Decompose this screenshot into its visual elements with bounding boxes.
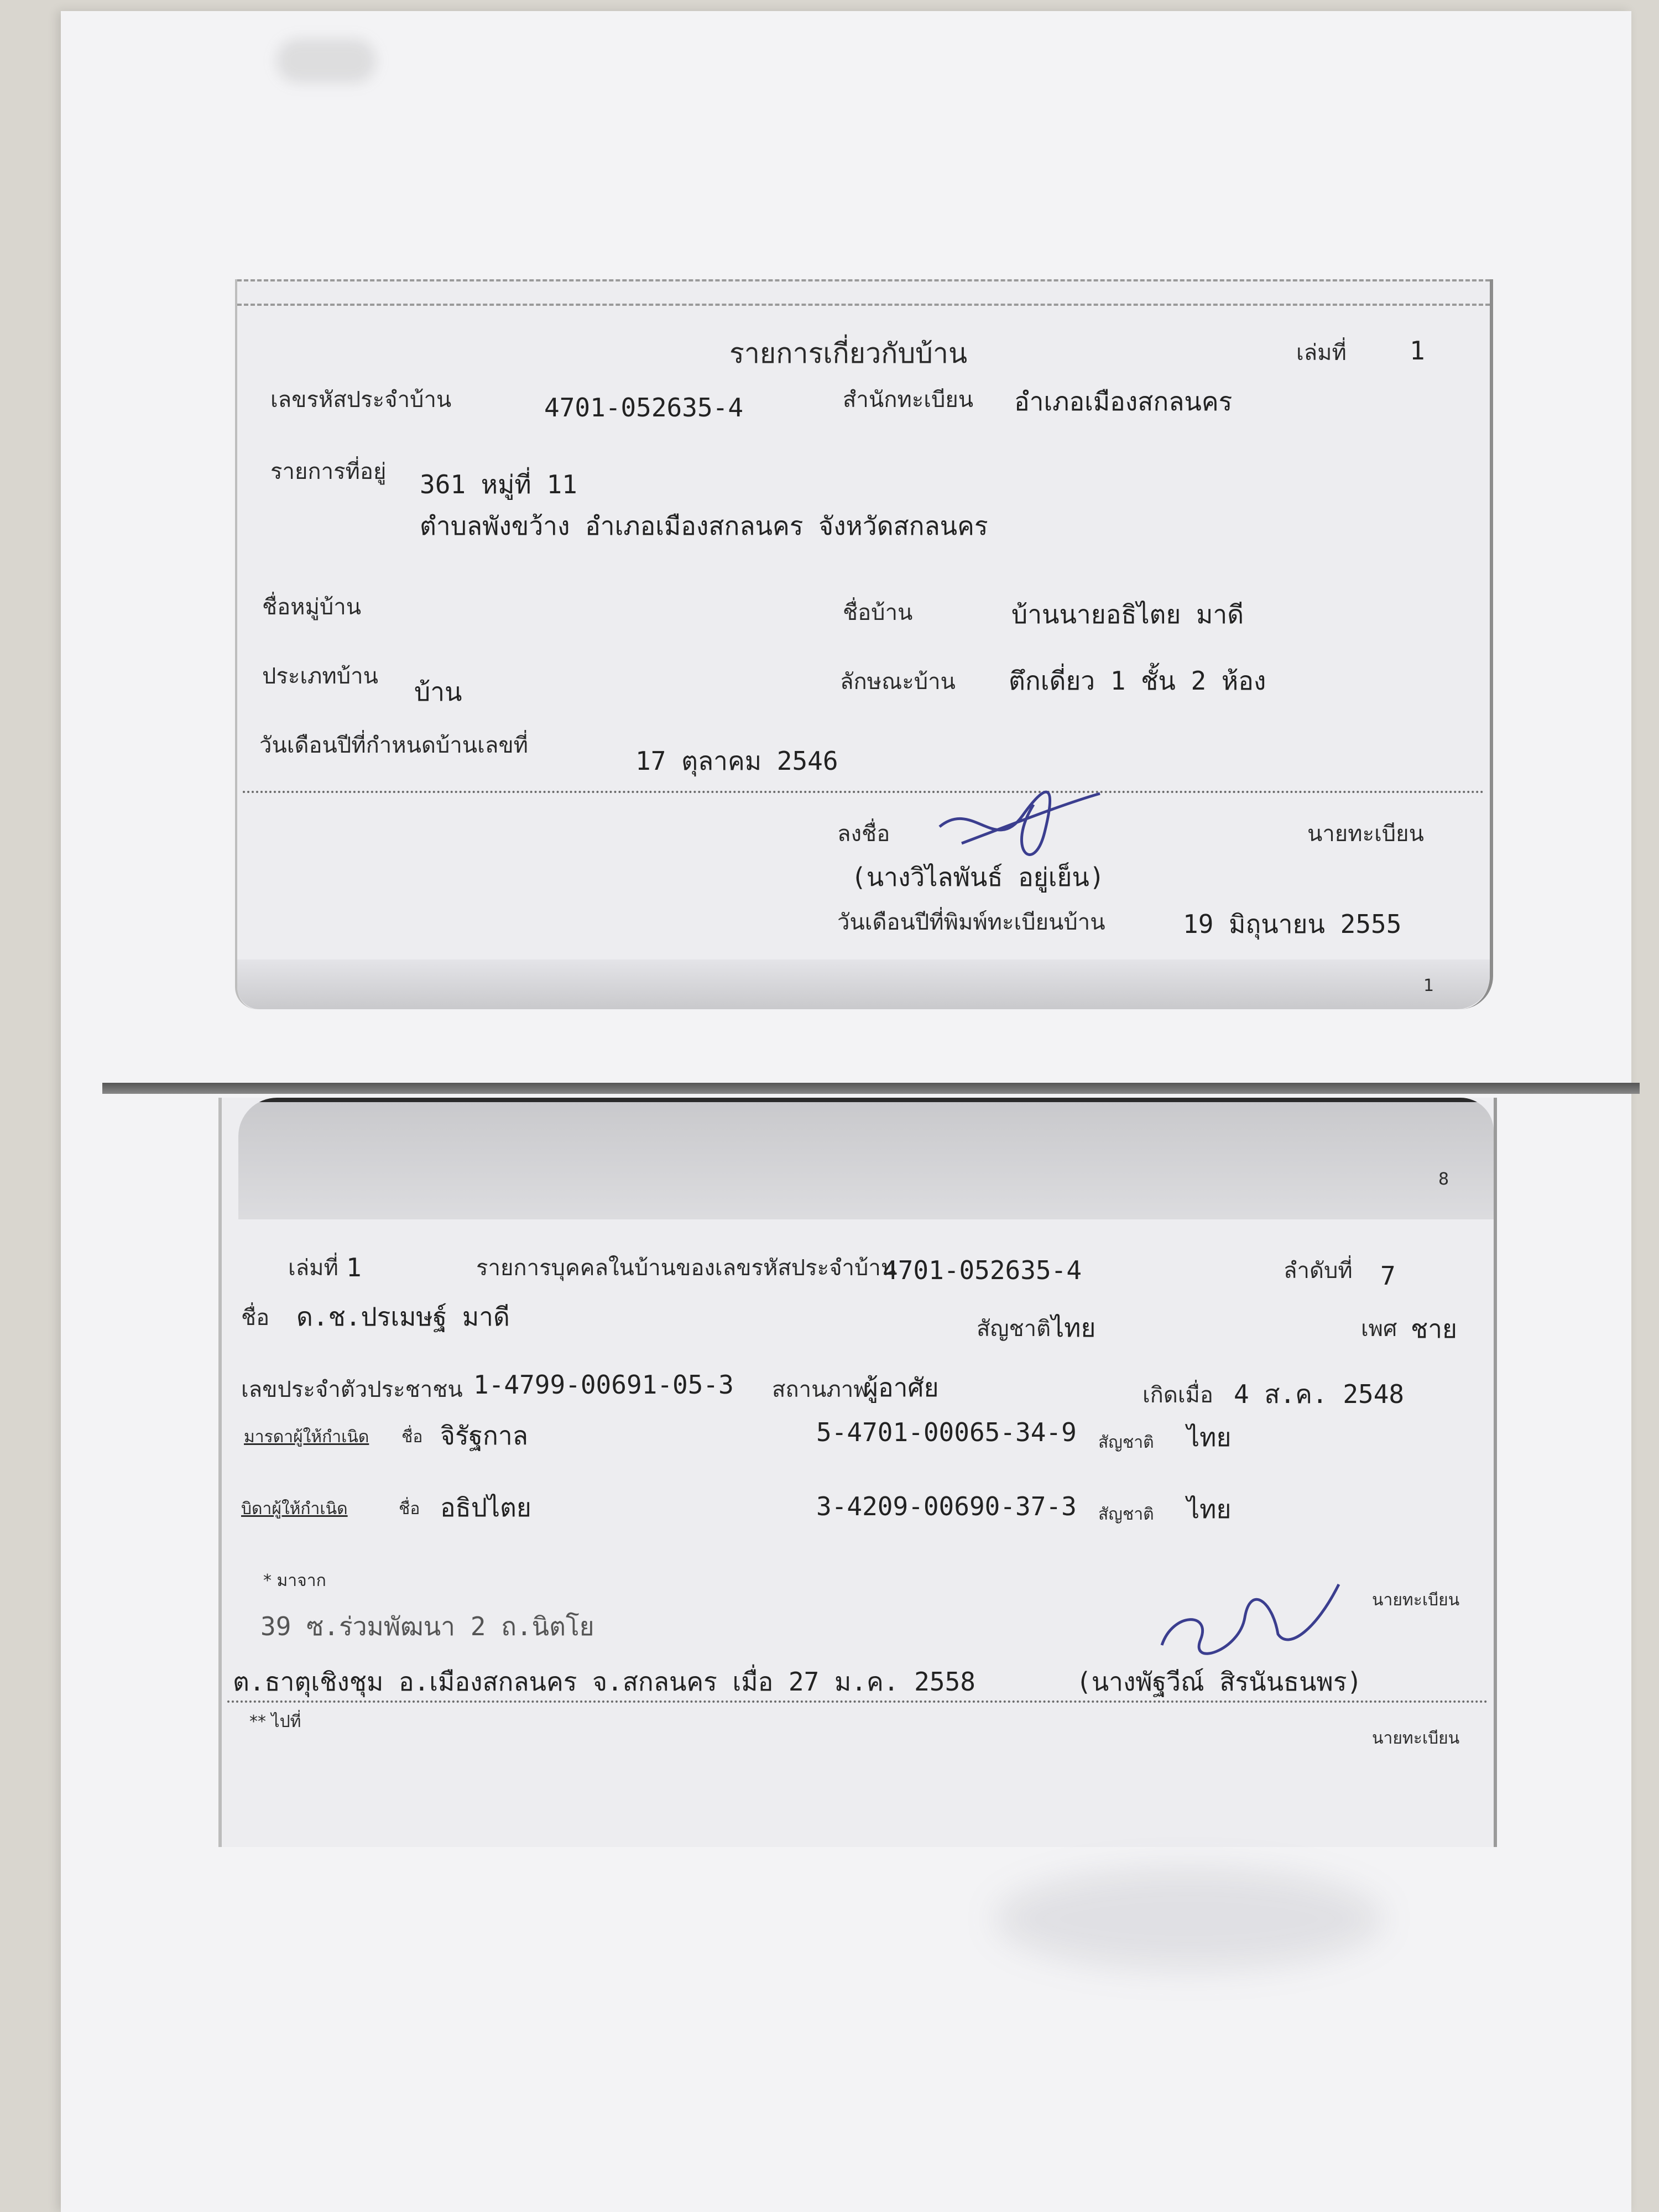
person-details-card — [218, 1098, 1497, 1847]
id-number: 1-4799-00691-05-3 — [473, 1370, 734, 1400]
house-card-page-number: 1 — [1423, 976, 1434, 995]
house-card-title: รายการเกี่ยวกับบ้าน — [729, 337, 968, 369]
mother-nationality: ไทย — [1187, 1422, 1232, 1452]
moved-to-label: ** ไปที่ — [249, 1712, 301, 1731]
order-label: ลำดับที่ — [1284, 1258, 1353, 1284]
moved-from-line-1: 39 ซ.ร่วมพัฒนา 2 ถ.นิตโย — [260, 1611, 594, 1641]
father-nationality-label: สัญชาติ — [1098, 1505, 1154, 1524]
mother-id: 5-4701-00065-34-9 — [816, 1417, 1077, 1447]
house-character-value: ตึกเดี่ยว 1 ชั้น 2 ห้อง — [1009, 666, 1266, 696]
smudge-mark — [276, 39, 376, 83]
mother-label: มารดาผู้ให้กำเนิด — [244, 1427, 369, 1447]
father-label: บิดาผู้ให้กำเนิด — [241, 1499, 348, 1519]
mother-name-label: ชื่อ — [401, 1427, 423, 1447]
house-name-label: ชื่อบ้าน — [843, 600, 913, 625]
father-id: 3-4209-00690-37-3 — [816, 1491, 1077, 1521]
nationality-label: สัญชาติ — [977, 1316, 1051, 1342]
sex-label: เพศ — [1361, 1316, 1397, 1342]
born-label: เกิดเมื่อ — [1142, 1383, 1213, 1408]
father-name-label: ชื่อ — [399, 1499, 420, 1519]
father-nationality: ไทย — [1187, 1494, 1232, 1524]
registrar-name: (นางวิไลพันธ์ อยู่เย็น) — [851, 862, 1105, 892]
house-code-label: เลขรหัสประจำบ้าน — [270, 387, 452, 413]
book-label: เล่มที่ — [288, 1255, 338, 1281]
registrar-title: นายทะเบียน — [1307, 821, 1424, 847]
binding-bar — [102, 1083, 1640, 1094]
assigned-date-value: 17 ตุลาคม 2546 — [635, 746, 838, 776]
book-number: 1 — [346, 1253, 362, 1282]
perforation-edge — [237, 279, 1490, 306]
moved-from-line-2: ต.ธาตุเชิงชุม อ.เมืองสกลนคร จ.สกลนคร เมื่อ 27 ม.ค. 2558 — [233, 1667, 975, 1697]
registry-office-value: อำเภอเมืองสกลนคร — [1014, 387, 1233, 416]
card-top-band — [238, 1098, 1494, 1219]
address-label: รายการที่อยู่ — [270, 459, 387, 484]
print-date-value: 19 มิถุนายน 2555 — [1183, 909, 1402, 939]
print-date-label: วันเดือนปีที่พิมพ์ทะเบียนบ้าน — [837, 910, 1105, 935]
father-name: อธิปไตย — [440, 1493, 531, 1522]
address-line-2: ตำบลพังขว้าง อำเภอเมืองสกลนคร จังหวัดสกลนคร — [420, 511, 988, 541]
house-code-value: 4701-052635-4 — [544, 393, 744, 422]
person-list-label: รายการบุคคลในบ้านของเลขรหัสประจำบ้าน — [476, 1255, 896, 1281]
assigned-date-label: วันเดือนปีที่กำหนดบ้านเลขที่ — [259, 733, 529, 758]
moved-from-registrar: (นางพัฐวีณ์ สิรนันธนพร) — [1076, 1667, 1363, 1697]
toner-stain — [995, 1869, 1383, 1969]
house-character-label: ลักษณะบ้าน — [840, 669, 956, 695]
dotted-divider — [243, 791, 1484, 793]
person-card-page-number: 8 — [1438, 1170, 1449, 1189]
registrar-signature — [1151, 1562, 1350, 1662]
signed-label: ลงชื่อ — [837, 821, 890, 847]
house-details-card — [235, 279, 1493, 1009]
born-value: 4 ส.ค. 2548 — [1234, 1379, 1405, 1409]
house-type-value: บ้าน — [414, 677, 462, 707]
order-number: 7 — [1380, 1261, 1396, 1291]
card-bottom-band — [237, 959, 1490, 1009]
registrar-signature — [928, 766, 1105, 865]
mother-nationality-label: สัญชาติ — [1098, 1433, 1154, 1452]
status-value: ผู้อาศัย — [863, 1373, 939, 1402]
registrar-title-bottom: นายทะเบียน — [1372, 1729, 1460, 1748]
registry-office-label: สำนักทะเบียน — [843, 387, 974, 413]
village-name-label: ชื่อหมู่บ้าน — [262, 594, 362, 620]
name-label: ชื่อ — [241, 1305, 270, 1331]
nationality-value: ไทย — [1051, 1313, 1096, 1343]
book-number: 1 — [1410, 336, 1425, 366]
sex-value: ชาย — [1411, 1314, 1458, 1344]
book-label: เล่มที่ — [1296, 340, 1347, 366]
person-house-code: 4701-052635-4 — [883, 1255, 1082, 1285]
house-type-label: ประเภทบ้าน — [262, 664, 378, 689]
dotted-divider — [227, 1700, 1488, 1703]
moved-from-label: * มาจาก — [263, 1571, 326, 1590]
person-name: ด.ช.ปรเมษฐ์ มาดี — [296, 1302, 510, 1332]
house-name-value: บ้านนายอธิไตย มาดี — [1011, 599, 1244, 629]
status-label: สถานภาพ — [772, 1377, 868, 1402]
id-label: เลขประจำตัวประชาชน — [241, 1377, 463, 1402]
registrar-title-top: นายทะเบียน — [1372, 1590, 1460, 1610]
address-line-1: 361 หมู่ที่ 11 — [420, 469, 577, 499]
mother-name: จิรัฐกาล — [440, 1421, 528, 1451]
